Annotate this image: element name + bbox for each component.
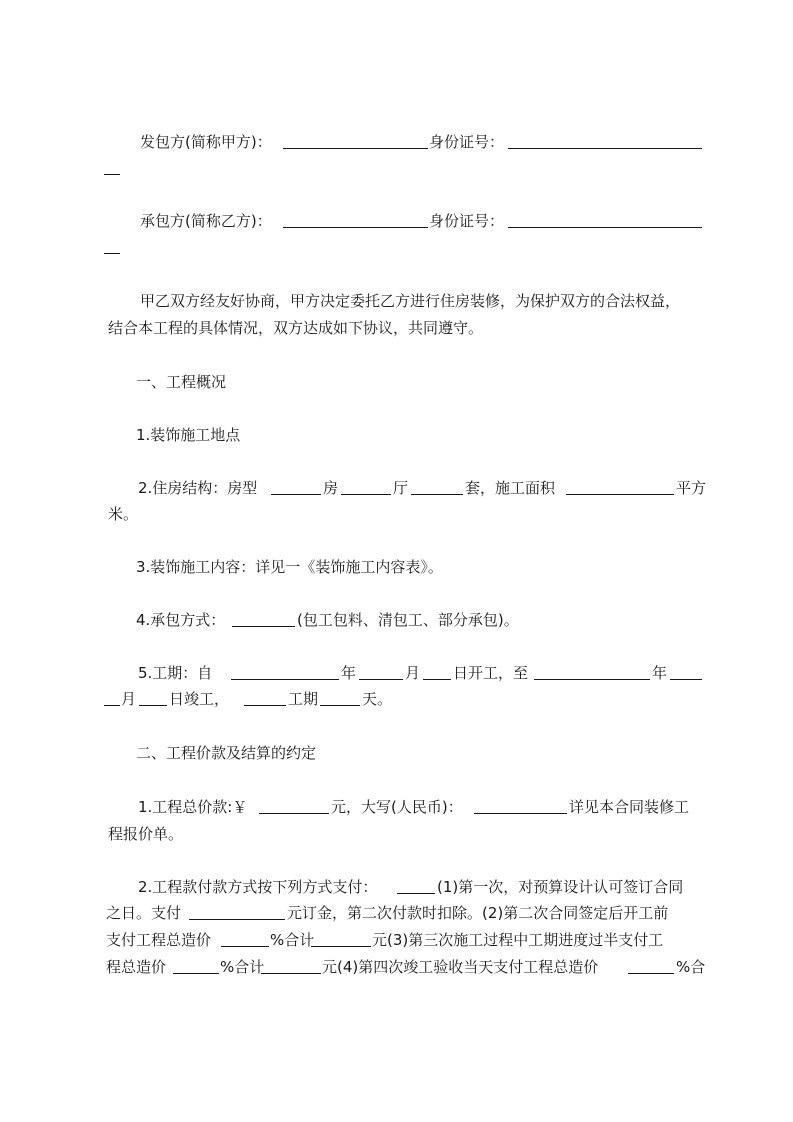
start-year-blank <box>231 664 339 680</box>
area-unit-text: 平方 <box>676 479 707 497</box>
section-1-title: 一、工程概况 <box>136 373 227 391</box>
contract-mode-blank <box>232 611 295 627</box>
area-unit-cont: 米。 <box>108 505 139 523</box>
room-text: 房 <box>323 479 339 497</box>
party-b-id-label: 身份证号： <box>429 212 505 230</box>
party-b-name-blank <box>283 212 428 228</box>
payment-1-text: (1)第一次，对预算设计认可签订合同 <box>437 878 684 896</box>
item-1-1-text: 1.装饰施工地点 <box>136 426 241 444</box>
item-1-2-label: 2.住房结构：房型 <box>138 479 258 497</box>
payment-3-amount-blank <box>261 958 321 974</box>
party-b-label: 承包方(简称乙方)： <box>140 212 272 230</box>
room-type-blank <box>271 479 321 495</box>
party-a-id-blank-cont <box>104 159 120 175</box>
area-text: 套，施工面积 <box>465 479 556 497</box>
item-1-4-options: (包工包料、清包工、部分承包)。 <box>297 611 519 629</box>
payment-4-total-label: %合 <box>676 958 706 976</box>
end-year-blank <box>534 664 650 680</box>
item-1-4-label: 4.承包方式： <box>136 611 226 629</box>
item-1-5-label: 5.工期：自 <box>138 664 213 682</box>
party-b-id-blank <box>508 212 702 228</box>
item-1-3-text: 3.装饰施工内容：详见一《装饰施工内容表》。 <box>136 558 443 576</box>
party-a-label: 发包方(简称甲方)： <box>140 133 272 151</box>
start-year-text: 年 <box>341 664 357 682</box>
total-price-blank <box>259 798 329 814</box>
end-month-text: 月 <box>121 690 137 708</box>
item-2-2-label: 2.工程款付款方式按下列方式支付： <box>138 878 378 896</box>
payment-4-percent-blank <box>628 958 674 974</box>
price-list-ref-cont: 程报价单。 <box>108 825 184 843</box>
end-year-text: 年 <box>652 664 668 682</box>
payment-mode-blank <box>397 878 435 894</box>
payment-2-cost-label: 支付工程总造价 <box>106 931 212 949</box>
preamble-text-2: 结合本工程的具体情况，双方达成如下协议，共同遵守。 <box>108 319 484 337</box>
payment-3-cost-label: 程总造价 <box>106 958 167 976</box>
end-month-blank-cont <box>104 690 120 706</box>
price-list-ref: 详见本合同装修工 <box>569 798 690 816</box>
section-2-title: 二、工程价款及结算的约定 <box>136 744 317 762</box>
party-b-id-blank-cont <box>104 238 120 254</box>
payment-3-percent-blank <box>173 958 219 974</box>
start-month-text: 月 <box>405 664 421 682</box>
payment-deposit-label: 之日。支付 <box>106 904 182 922</box>
item-2-1-label: 1.工程总价款:￥ <box>138 798 248 816</box>
total-price-caps-blank <box>474 798 567 814</box>
payment-3-text: 元(3)第三次施工过程中工期进度过半支付工 <box>372 931 664 949</box>
period-blank <box>244 690 286 706</box>
hall-text: 厅 <box>393 479 409 497</box>
payment-2-text: 元订金，第二次付款时扣除。(2)第二次合同签定后开工前 <box>287 904 669 922</box>
payment-2-total-label: %合计 <box>270 931 315 949</box>
hall-count-blank <box>411 479 463 495</box>
total-price-caps-label: 元，大写(人民币)： <box>331 798 463 816</box>
party-a-name-blank <box>283 133 428 149</box>
deposit-blank <box>189 904 285 920</box>
start-day-text: 日开工，至 <box>453 664 529 682</box>
payment-2-percent-blank <box>221 931 269 947</box>
payment-2-amount-blank <box>311 931 371 947</box>
end-day-text: 日竣工， <box>169 690 230 708</box>
period-days-text: 天。 <box>362 690 393 708</box>
area-blank <box>566 479 674 495</box>
party-a-id-blank <box>508 133 702 149</box>
period-days-blank <box>320 690 360 706</box>
payment-4-text: 元(4)第四次竣工验收当天支付工程总造价 <box>322 958 599 976</box>
end-month-blank <box>670 664 702 680</box>
room-count-blank <box>341 479 391 495</box>
start-month-blank <box>359 664 403 680</box>
preamble-text-1: 甲乙双方经友好协商，甲方决定委托乙方进行住房装修，为保护双方的合法权益， <box>140 292 681 310</box>
end-day-blank <box>139 690 167 706</box>
period-text: 工期 <box>288 690 319 708</box>
party-a-id-label: 身份证号： <box>429 133 505 151</box>
payment-3-total-label: %合计 <box>220 958 265 976</box>
start-day-blank <box>423 664 451 680</box>
